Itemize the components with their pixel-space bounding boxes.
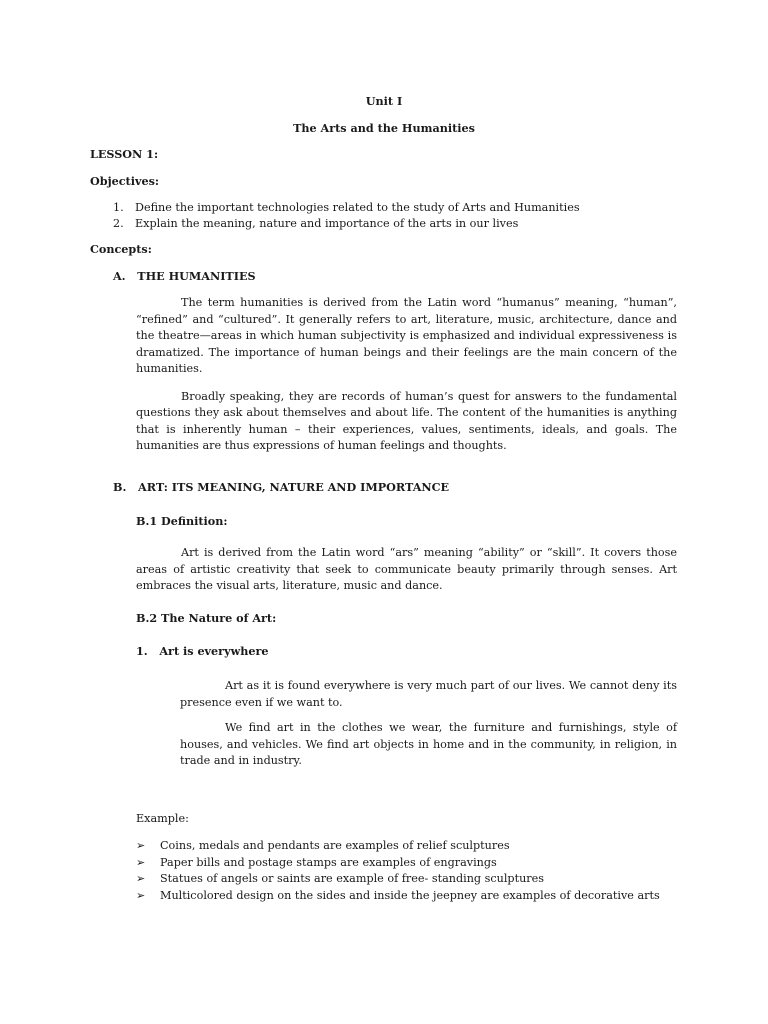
objective-number: 2.	[113, 217, 124, 230]
page-title: The Arts and the Humanities	[293, 121, 475, 135]
b2-heading: B.2 The Nature of Art:	[136, 611, 277, 625]
paragraph: We find art in the clothes we wear, the furniture and furnishings, style of houses, and vehicles. We find art objects in home and in the community, in religion, in trade and in industry.	[180, 721, 677, 767]
examples-list	[136, 838, 677, 904]
list-item	[136, 888, 677, 905]
section-a-body	[136, 295, 677, 455]
example-text: Paper bills and postage stamps are examples of engravings	[160, 855, 497, 869]
list-item	[136, 838, 677, 855]
paragraph: The term humanities is derived from the Latin word “humanus” meaning, “human”, “refined” and “cultured”. It generally refers to art, literature, music, architecture, dance and the theatre—areas in which human subjectivity is emphasized and individual expressiveness is dramatized. The importance of human beings and their feelings are the main concern of the humanities.	[136, 296, 677, 375]
objective-item	[113, 200, 683, 216]
arrow-bullet-icon: ➢	[136, 855, 146, 869]
arrow-bullet-icon: ➢	[136, 839, 146, 852]
example-text: Multicolored design on the sides and inside the jeepney are examples of decorative arts	[160, 888, 660, 902]
list-item	[136, 855, 677, 872]
paragraph: Art is derived from the Latin word “ars” meaning “ability” or “skill”. It covers those areas of artistic creativity that seek to communicate beauty primarily through senses. Art embraces the visual arts, literature, music and dance.	[136, 546, 677, 592]
concepts-heading: Concepts:	[90, 242, 152, 256]
section-b-heading: B. ART: ITS MEANING, NATURE AND IMPORTANCE	[113, 480, 450, 494]
list-item	[136, 871, 677, 888]
arrow-bullet-icon: ➢	[136, 872, 146, 885]
b1-body	[136, 545, 677, 595]
example-text: Statues of angels or saints are example of free- standing sculptures	[160, 872, 544, 885]
objective-text: Explain the meaning, nature and importance of the arts in our lives	[135, 217, 519, 230]
objective-text: Define the important technologies related to the study of Arts and Humanities	[135, 201, 580, 214]
objective-number: 1.	[113, 201, 124, 214]
arrow-bullet-icon: ➢	[136, 888, 146, 902]
point-1-body	[180, 678, 677, 770]
paragraph: Art as it is found everywhere is very much part of our lives. We cannot deny its presence even if we want to.	[180, 679, 677, 709]
b1-heading: B.1 Definition:	[136, 514, 228, 528]
objectives-list	[113, 200, 683, 232]
unit-title: Unit I	[365, 94, 403, 108]
lesson-heading: LESSON 1:	[90, 147, 159, 161]
objectives-heading: Objectives:	[90, 174, 160, 188]
section-a-heading: A. THE HUMANITIES	[113, 269, 256, 283]
point-1-heading: 1. Art is everywhere	[136, 644, 269, 658]
example-text: Coins, medals and pendants are examples of relief sculptures	[160, 839, 510, 852]
objective-item	[113, 216, 683, 232]
paragraph: Broadly speaking, they are records of human’s quest for answers to the fundamental questions they ask about themselves and about life. The content of the humanities is anything that is inherently human – their experiences, values, sentiments, ideals, and goals. The humanities are thus expressions of human feelings and thoughts.	[136, 389, 677, 452]
example-label: Example:	[136, 812, 189, 825]
